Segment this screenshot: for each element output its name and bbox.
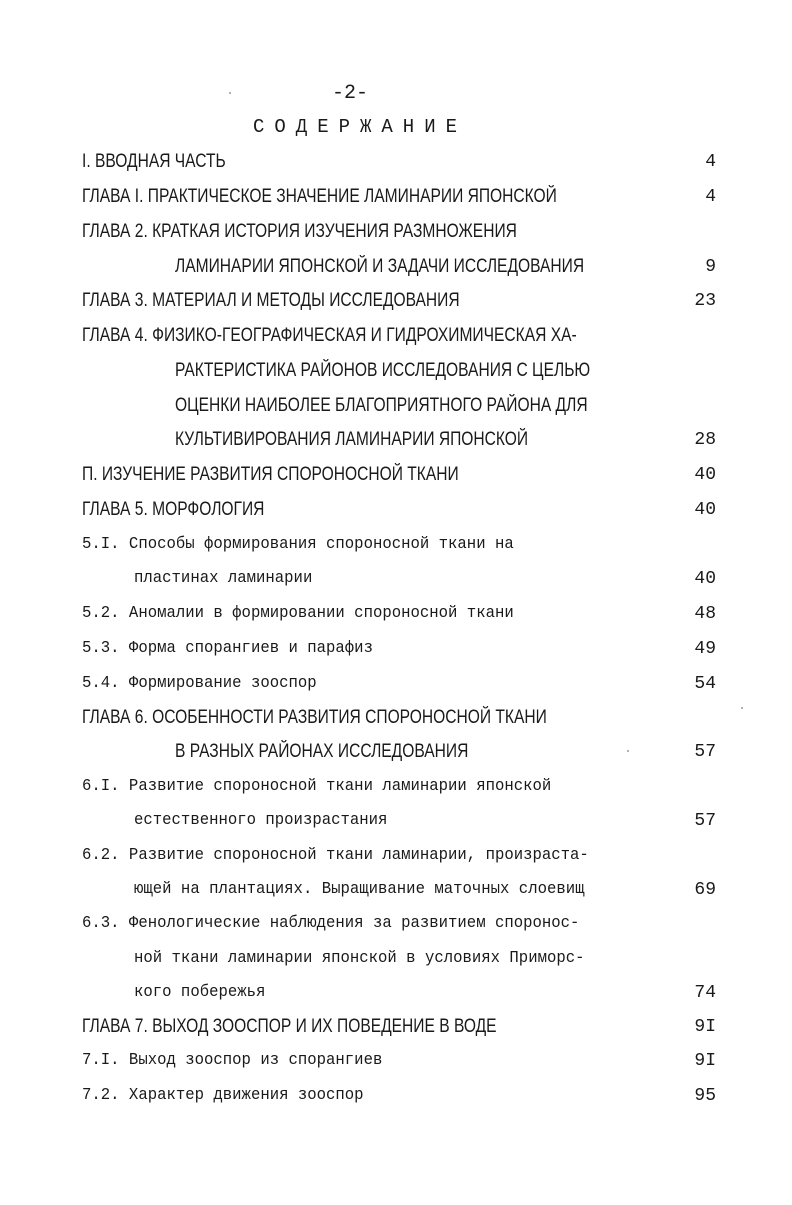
toc-entry-text: ГЛАВА 2. КРАТКАЯ ИСТОРИЯ ИЗУЧЕНИЯ РАЗМНОЖЕНИЯ — [82, 221, 517, 242]
toc-entry-page: 9 — [705, 257, 716, 277]
paper-speck — [229, 92, 231, 94]
toc-entry-text: В РАЗНЫХ РАЙОНАХ ИССЛЕДОВАНИЯ — [175, 741, 469, 762]
toc-entry-page: 57 — [694, 742, 716, 762]
paper-speck — [741, 707, 743, 709]
toc-entry — [0, 425, 792, 455]
page-number: -2- — [331, 82, 368, 105]
toc-entry-page: 54 — [694, 674, 716, 694]
toc-entry-text: П. ИЗУЧЕНИЕ РАЗВИТИЯ СПОРОНОСНОЙ ТКАНИ — [82, 464, 459, 485]
toc-entry — [0, 703, 792, 733]
toc-entry — [0, 841, 792, 871]
toc-entry-text: ющей на плантациях. Выращивание маточных слоевищ — [134, 880, 585, 899]
toc-entry — [0, 978, 792, 1008]
toc-entry-page: 4 — [705, 152, 716, 172]
toc-entry-text: 7.2. Характер движения зооспор — [82, 1086, 364, 1105]
toc-entry — [0, 1046, 792, 1076]
toc-entry-text: ГЛАВА 4. ФИЗИКО-ГЕОГРАФИЧЕСКАЯ И ГИДРОХИМИЧЕСКАЯ ХА- — [82, 325, 577, 346]
toc-entry-text: ГЛАВА 5. МОРФОЛОГИЯ — [82, 499, 265, 520]
toc-entry-page: 9I — [694, 1017, 716, 1037]
toc-entry-text: ЛАМИНАРИИ ЯПОНСКОЙ И ЗАДАЧИ ИССЛЕДОВАНИЯ — [175, 256, 585, 277]
toc-entry-page: 48 — [694, 604, 716, 624]
toc-entry-text: 7.I. Выход зооспор из спорангиев — [82, 1051, 383, 1070]
toc-entry-page: 9I — [694, 1051, 716, 1071]
paper-speck — [627, 750, 629, 752]
toc-entry — [0, 286, 792, 316]
toc-entry-page: 4 — [705, 187, 716, 207]
toc-entry-text: ГЛАВА 6. ОСОБЕННОСТИ РАЗВИТИЯ СПОРОНОСНОЙ ТКАНИ — [82, 707, 547, 728]
toc-entry-page: 40 — [694, 465, 716, 485]
toc-entry-text: кого побережья — [134, 983, 266, 1002]
toc-entry-text: 5.4. Формирование зооспор — [82, 674, 317, 693]
toc-entry-page: 23 — [694, 291, 716, 311]
toc-entry — [0, 147, 792, 177]
toc-entry — [0, 669, 792, 699]
toc-entry — [0, 321, 792, 351]
toc-entry-page: 40 — [694, 500, 716, 520]
toc-entry — [0, 634, 792, 664]
toc-entry — [0, 1012, 792, 1042]
toc-entry — [0, 182, 792, 212]
toc-entry-page: 95 — [694, 1086, 716, 1106]
toc-entry — [0, 460, 792, 490]
toc-entry — [0, 564, 792, 594]
toc-entry-text: естественного произрастания — [134, 811, 388, 830]
document-title: СОДЕРЖАНИЕ — [252, 116, 468, 138]
toc-entry — [0, 1081, 792, 1111]
toc-entry — [0, 252, 792, 282]
toc-entry-text: ГЛАВА 3. МАТЕРИАЛ И МЕТОДЫ ИССЛЕДОВАНИЯ — [82, 290, 460, 311]
toc-entry — [0, 737, 792, 767]
toc-entry-text: РАКТЕРИСТИКА РАЙОНОВ ИССЛЕДОВАНИЯ С ЦЕЛЬЮ — [175, 360, 591, 381]
toc-entry — [0, 806, 792, 836]
toc-entry-text: 6.2. Развитие спороносной ткани ламинарии, произраста- — [82, 846, 589, 865]
toc-entry — [0, 530, 792, 560]
toc-entry-text: пластинах ламинарии — [134, 569, 313, 588]
toc-entry — [0, 217, 792, 247]
toc-entry-text: ОЦЕНКИ НАИБОЛЕЕ БЛАГОПРИЯТНОГО РАЙОНА ДЛЯ — [175, 395, 588, 416]
toc-entry — [0, 772, 792, 802]
toc-entry-page: 57 — [694, 811, 716, 831]
toc-entry — [0, 495, 792, 525]
toc-entry — [0, 944, 792, 974]
toc-entry-text: I. ВВОДНАЯ ЧАСТЬ — [82, 151, 226, 172]
toc-entry-text: КУЛЬТИВИРОВАНИЯ ЛАМИНАРИИ ЯПОНСКОЙ — [175, 429, 529, 450]
toc-entry — [0, 909, 792, 939]
toc-entry-text: ГЛАВА 7. ВЫХОД ЗООСПОР И ИХ ПОВЕДЕНИЕ В ВОДЕ — [82, 1016, 497, 1037]
toc-entry-text: 5.2. Аномалии в формировании спороносной ткани — [82, 604, 514, 623]
toc-entry-text: 6.3. Фенологические наблюдения за развитием спороноc- — [82, 914, 580, 933]
toc-entry — [0, 875, 792, 905]
toc-entry-text: 5.I. Способы формирования спороносной ткани на — [82, 535, 514, 554]
toc-entry-page: 28 — [694, 430, 716, 450]
toc-entry-page: 49 — [694, 639, 716, 659]
toc-entry — [0, 391, 792, 421]
toc-entry-page: 40 — [694, 569, 716, 589]
toc-entry-text: 6.I. Развитие спороносной ткани ламинарии японской — [82, 777, 552, 796]
toc-entry-text: 5.3. Форма спорангиев и парафиз — [82, 639, 373, 658]
toc-entry-text: ной ткани ламинарии японской в условиях Приморс- — [134, 949, 585, 968]
toc-entry — [0, 599, 792, 629]
toc-entry-text: ГЛАВА I. ПРАКТИЧЕСКОЕ ЗНАЧЕНИЕ ЛАМИНАРИИ ЯПОНСКОЙ — [82, 186, 557, 207]
toc-entry — [0, 356, 792, 386]
toc-entry-page: 69 — [694, 880, 716, 900]
toc-entry-page: 74 — [694, 983, 716, 1003]
